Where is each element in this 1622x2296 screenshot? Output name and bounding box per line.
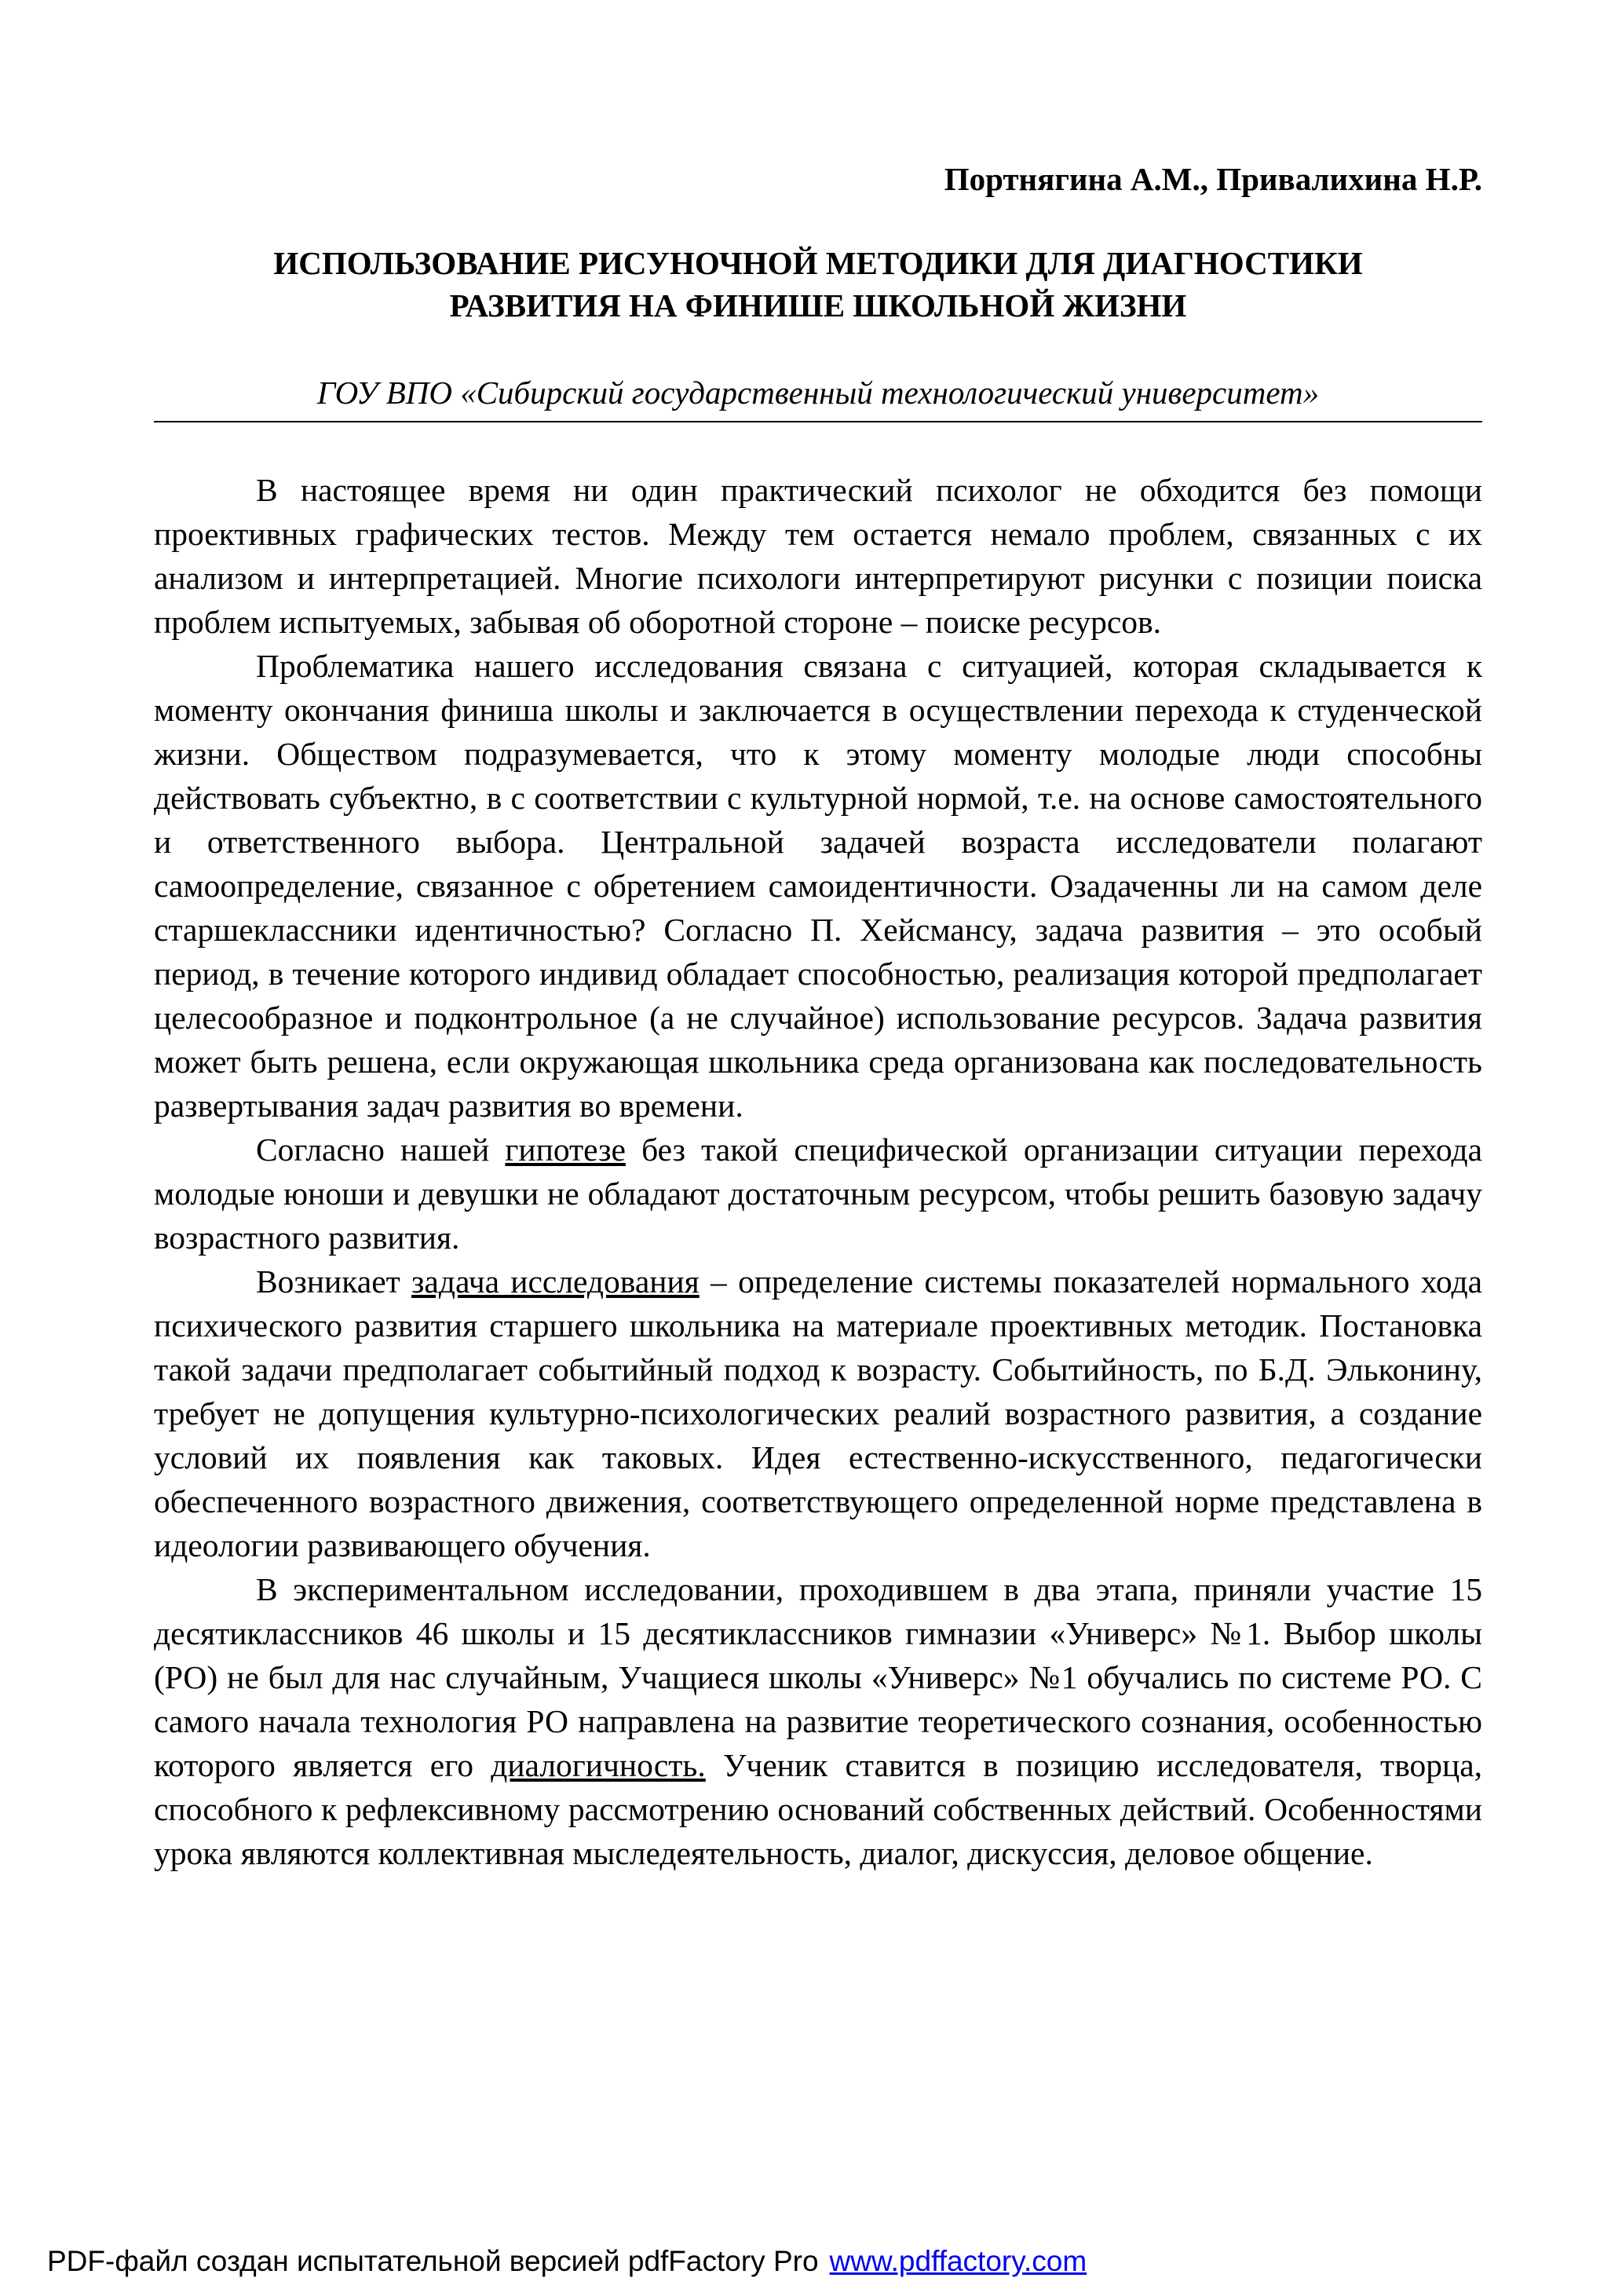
pdffactory-link[interactable]: www.pdffactory.com xyxy=(829,2245,1087,2277)
authors: Портнягина А.М., Привалихина Н.Р. xyxy=(944,161,1482,197)
pdf-footer xyxy=(47,2244,1087,2279)
hypothesis-term: гипотезе xyxy=(505,1132,626,1168)
dialogicity-term: диалогичность. xyxy=(491,1747,706,1783)
paragraph-4 xyxy=(154,1260,1482,1567)
research-task-term: задача исследования xyxy=(411,1263,700,1300)
paragraph-3 xyxy=(154,1128,1482,1260)
affiliation: ГОУ ВПО «Сибирский государственный технологический университет» xyxy=(316,375,1320,411)
paper-title-line-1: ИСПОЛЬЗОВАНИЕ РИСУНОЧНОЙ МЕТОДИКИ ДЛЯ ДИАГНОСТИКИ xyxy=(273,245,1363,281)
paragraph-3-text-end: без такой специфической организации ситуации перехода молодые юноши и девушки не обладают достаточным ресурсом, чтобы решить базовую задачу возрастного развития. xyxy=(154,1132,1482,1256)
body-text xyxy=(154,468,1482,1875)
paragraph-5-text-end: Ученик ставится в позицию исследователя, творца, способного к рефлексивному рассмотрению оснований собственных действий. Особенностями урока являются коллективная мыследеятельность, диалог, дискуссия, деловое общение. xyxy=(154,1747,1483,1871)
paragraph-5 xyxy=(154,1567,1482,1875)
footer-text: PDF-файл создан испытательной версией pdfFactory Pro xyxy=(47,2245,819,2277)
paragraph-2: Проблематика нашего исследования связана с ситуацией, которая складывается к моменту окончания финиша школы и заключается в осуществлении перехода к студенческой жизни. Обществом подразумевается, что к этому моменту молодые люди способны действовать субъектно, в с соответствии с культурной нормой, т.е. на основе самостоятельного и ответственного выбора. Центральной задачей возраста исследователи полагают самоопределение, связанное с обретением самоидентичности. Озадаченны ли на самом деле старшеклассники идентичностью? Согласно П. Хейсмансу, задача развития – это особый период, в течение которого индивид обладает способностью, реализация которой предполагает целесообразное и подконтрольное (а не случайное) использование ресурсов. Задача развития может быть решена, если окружающая школьника среда организована как последовательность развертывания задач развития во времени. xyxy=(154,648,1482,1124)
paragraph-5-text-start: В экспериментальном исследовании, проходившем в два этапа, приняли участие 15 десятиклассников 46 школы и 15 десятиклассников гимназии «Универс» №1. Выбор школы (РО) не был для нас случайным, Учащиеся школы «Универс» №1 обучались по системе РО. С самого начала технология РО направлена на развитие теоретического сознания, особенностью которого является его xyxy=(154,1571,1482,1783)
header-divider xyxy=(154,421,1482,422)
paper-title xyxy=(154,242,1482,327)
paper-title-line-2: РАЗВИТИЯ НА ФИНИШЕ ШКОЛЬНОЙ ЖИЗНИ xyxy=(449,287,1187,324)
paragraph-1: В настоящее время ни один практический психолог не обходится без помощи проективных графических тестов. Между тем остается немало проблем, связанных с их анализом и интерпретацией. Многие психологи интерпретируют рисунки с позиции поиска проблем испытуемых, забывая об оборотной стороне – поиске ресурсов. xyxy=(154,472,1482,640)
paragraph-4-text-end: – определение системы показателей нормального хода психического развития старшего школьника на материале проективных методик. Постановка такой задачи предполагает событийный подход к возрасту. Событийность, по Б.Д. Эльконину, требует не допущения культурно-психологических реалий возрастного развития, а создание условий их появления как таковых. Идея естественно-искусственного, педагогически обеспеченного возрастного движения, соответствующего определенной норме представлена в идеологии развивающего обучения. xyxy=(154,1263,1482,1563)
paragraph-4-text-start: Возникает xyxy=(256,1263,412,1300)
paragraph-3-text-start: Согласно нашей xyxy=(256,1132,506,1168)
